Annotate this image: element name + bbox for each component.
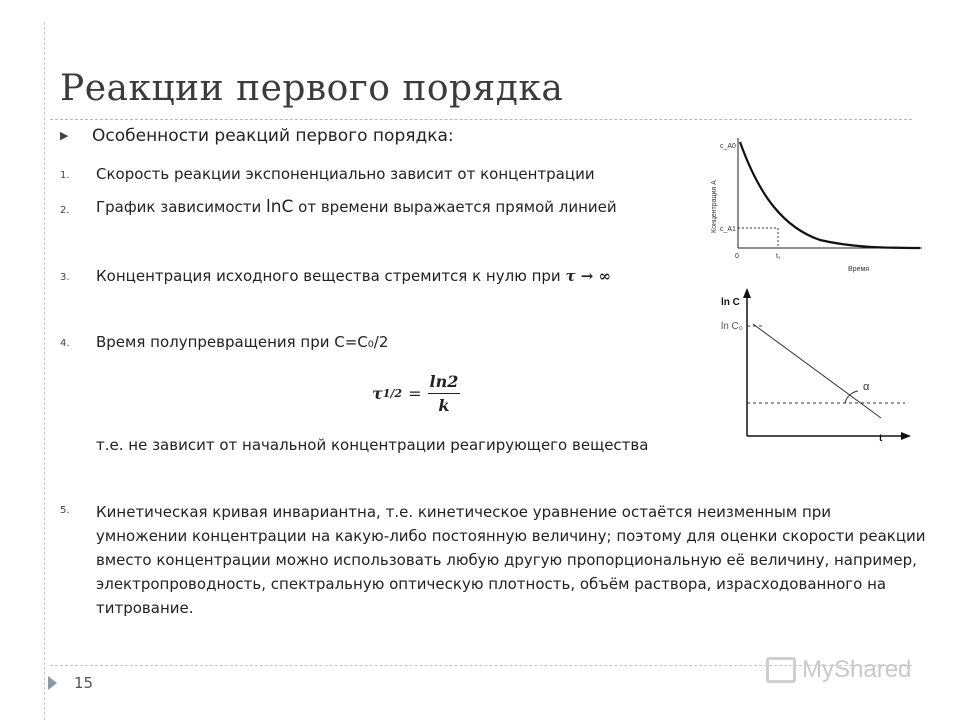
list-number: 5. bbox=[60, 505, 70, 516]
linear-decay-line bbox=[753, 324, 881, 418]
lnc-symbol: lnC bbox=[266, 197, 294, 217]
y-tick-label: c_A0 bbox=[720, 143, 736, 150]
list-item: Скорость реакции экспоненциально зависит от концентрации bbox=[96, 165, 595, 183]
x-tick-label: t₁ bbox=[776, 253, 781, 260]
list-number: 1. bbox=[60, 170, 70, 181]
left-guide-line bbox=[44, 22, 45, 720]
formula-denominator: k bbox=[438, 396, 450, 415]
list-item-text: График зависимости bbox=[96, 198, 267, 216]
formula-numerator: ln2 bbox=[428, 372, 461, 394]
watermark-logo-icon bbox=[766, 657, 796, 683]
lnc-chart bbox=[715, 286, 915, 456]
half-life-formula bbox=[372, 372, 460, 415]
page-title: Реакции первого порядка bbox=[60, 68, 564, 109]
y-tick-label: c_A1 bbox=[720, 226, 736, 233]
y-axis-label: ln C bbox=[721, 297, 740, 308]
angle-label: α bbox=[863, 381, 870, 393]
title-divider bbox=[50, 119, 912, 120]
formula-equals: = bbox=[408, 384, 422, 403]
x-tick-label: 0 bbox=[735, 253, 739, 260]
x-axis-label: t bbox=[879, 433, 883, 444]
slide-marker-icon bbox=[48, 676, 57, 690]
formula-lhs-subscript: 1/2 bbox=[382, 387, 403, 400]
list-item bbox=[96, 267, 611, 285]
page-number: 15 bbox=[74, 674, 94, 692]
y-axis-label: Концентрация А bbox=[711, 180, 718, 233]
decay-curve bbox=[740, 142, 920, 248]
list-item-paragraph: Кинетическая кривая инвариантна, т.е. кинетическое уравнение остаётся неизменным при умножении концентрации на какую-либо постоянную величину; поэтому для оценки скорости реакции вместо концентрации можно использовать любую другую пропорциональную её величину, например, электропроводность, спектральную оптическую плотность, объём раствора, израсходованного на титрование. bbox=[96, 503, 926, 617]
subtitle: Особенности реакций первого порядка: bbox=[92, 126, 454, 146]
bullet-arrow-icon: ▶ bbox=[60, 129, 69, 142]
note-text: т.е. не зависит от начальной концентрации реагирующего вещества bbox=[96, 436, 649, 454]
tau-infinity-symbol: τ → ∞ bbox=[565, 267, 612, 285]
list-item-text: от времени выражается прямой линией bbox=[293, 198, 617, 216]
list-item bbox=[96, 197, 617, 217]
x-axis-arrow-icon bbox=[901, 432, 911, 440]
formula-lhs: τ bbox=[372, 384, 383, 403]
y-tick-label: ln C₀ bbox=[721, 321, 743, 332]
list-number: 3. bbox=[60, 272, 70, 283]
list-item-text: Концентрация исходного вещества стремится к нулю при bbox=[96, 267, 566, 285]
list-number: 2. bbox=[60, 205, 70, 216]
watermark-text: MyShared bbox=[802, 656, 912, 683]
watermark bbox=[766, 656, 911, 684]
y-axis-arrow-icon bbox=[743, 288, 751, 298]
decay-chart bbox=[690, 128, 930, 278]
list-item: Время полупревращения при С=С₀/2 bbox=[96, 333, 389, 351]
list-number: 4. bbox=[60, 338, 70, 349]
formula-fraction bbox=[428, 372, 461, 415]
x-axis-label: Время bbox=[848, 266, 870, 273]
